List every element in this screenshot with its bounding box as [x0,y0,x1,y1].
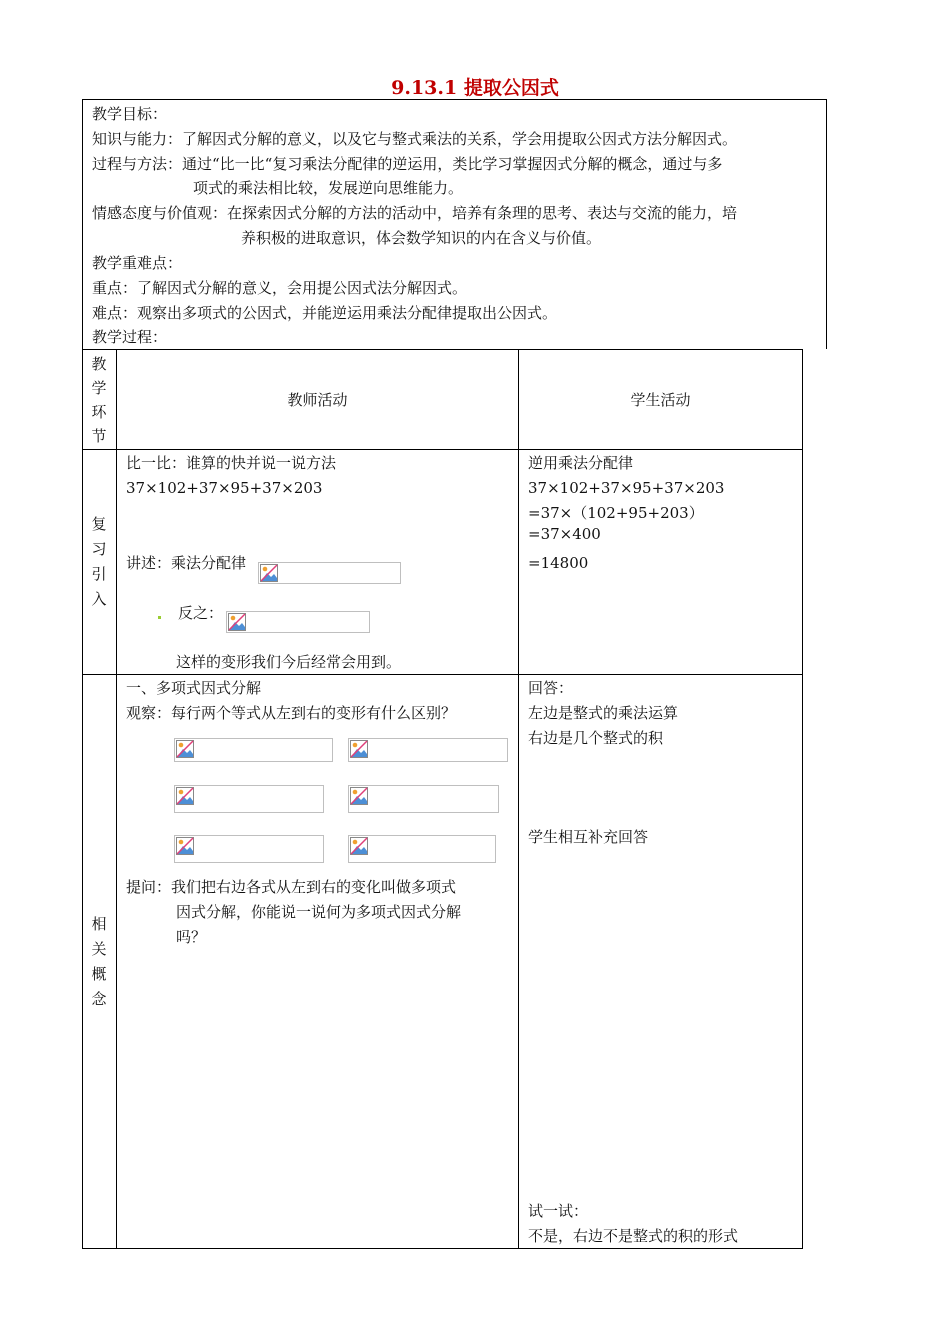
header-stage-char-4: 节 [91,427,107,445]
header-stage-char-2: 学 [91,379,107,397]
table-header-bottom [82,449,803,450]
table-col2-divider [518,349,519,1249]
broken-image-icon [260,564,278,582]
row1-stage-char-2: 习 [91,540,107,558]
row2-student-left-side: 左边是整式的乘法运算 [528,704,679,722]
row2-stage-char-3: 概 [91,965,107,983]
keypoint-difficulty: 难点：观察出多项式的公因式，并能逆运用乘法分配律提取出公因式。 [92,304,558,322]
formula-image-reverse [226,611,370,633]
broken-image-icon [228,613,246,631]
row2-student-not: 不是，右边不是整式的积的形式 [528,1227,739,1245]
process-heading: 教学过程： [92,328,168,346]
outer-border-top [82,99,827,100]
row2-student-try: 试一试： [528,1202,589,1220]
row2-teacher-question-line3: 吗？ [176,928,207,946]
row2-stage-char-2: 关 [91,940,107,958]
formula-image-distributive [258,562,401,584]
table-row1-bottom [82,674,803,675]
equation-image-2-right [348,785,499,813]
objective-emotion-line2: 养积极的进取意识，体会数学知识的内在含义与价值。 [241,229,602,247]
row2-teacher-heading: 一、多项式因式分解 [126,679,262,697]
row1-teacher-note: 这样的变形我们今后经常会用到。 [176,653,402,671]
row1-stage-char-4: 入 [91,590,107,608]
table-right-border [802,349,803,1249]
stray-mark [158,616,161,619]
keypoint-key: 重点：了解因式分解的意义，会用提公因式法分解因式。 [92,279,468,297]
row2-student-answer-label: 回答： [528,679,574,697]
header-student-activity: 学生活动 [630,391,691,409]
header-teacher-activity: 教师活动 [287,391,348,409]
row2-teacher-question-line1: 提问：我们把右边各式从左到右的变化叫做多项式 [126,878,457,896]
objective-knowledge: 知识与能力：了解因式分解的意义，以及它与整式乘法的关系，学会用提取公因式方法分解因式。 [92,130,738,148]
row1-student-step2: =37×400 [528,525,601,543]
row1-student-reverse-law: 逆用乘法分配律 [528,454,634,472]
broken-image-icon [176,740,194,758]
objective-process-line2: 项式的乘法相比较，发展逆向思维能力。 [193,179,464,197]
equation-image-1-right [348,738,508,762]
row1-student-step1: =37×（102+95+203） [528,504,704,522]
row1-stage-char-3: 引 [91,565,107,583]
table-col1-divider [116,349,117,1249]
broken-image-icon [176,837,194,855]
outer-border-right [826,99,827,349]
equation-image-1-left [174,738,333,762]
broken-image-icon [350,740,368,758]
row2-teacher-observe: 观察：每行两个等式从左到右的变形有什么区别？ [126,704,457,722]
row1-teacher-compare: 比一比：谁算的快并说一说方法 [126,454,337,472]
row1-student-result: =14800 [528,554,589,572]
equation-image-3-right [348,835,496,863]
equation-image-3-left [174,835,324,863]
header-stage-char-3: 环 [91,403,107,421]
row1-teacher-expression: 37×102+37×95+37×203 [126,479,323,497]
row1-student-expression: 37×102+37×95+37×203 [528,479,725,497]
objective-emotion-line1: 情感态度与价值观：在探索因式分解的方法的活动中，培养有条理的思考、表达与交流的能力，培 [92,204,738,222]
broken-image-icon [350,837,368,855]
row1-stage-char-1: 复 [91,515,107,533]
row2-stage-char-1: 相 [91,915,107,933]
row2-student-supplement: 学生相互补充回答 [528,828,649,846]
broken-image-icon [176,787,194,805]
table-bottom-border [82,1248,803,1249]
row2-student-right-side: 右边是几个整式的积 [528,729,664,747]
row1-teacher-reverse: 反之： [178,604,224,622]
keypoints-heading: 教学重难点： [92,254,183,272]
equation-image-2-left [174,785,324,813]
objectives-heading: 教学目标： [92,105,168,123]
row2-stage-char-4: 念 [91,990,107,1008]
broken-image-icon [350,787,368,805]
page-title: 9.13.1 提取公因式 [391,77,559,99]
header-stage-char-1: 教 [91,355,107,373]
row1-teacher-explain: 讲述：乘法分配律 [126,554,247,572]
row2-teacher-question-line2: 因式分解，你能说一说何为多项式因式分解 [176,903,462,921]
objective-process-line1: 过程与方法：通过“比一比“复习乘法分配律的逆运用，类比学习掌握因式分解的概念，通过与多 [92,155,723,173]
table-top-border [82,349,803,350]
